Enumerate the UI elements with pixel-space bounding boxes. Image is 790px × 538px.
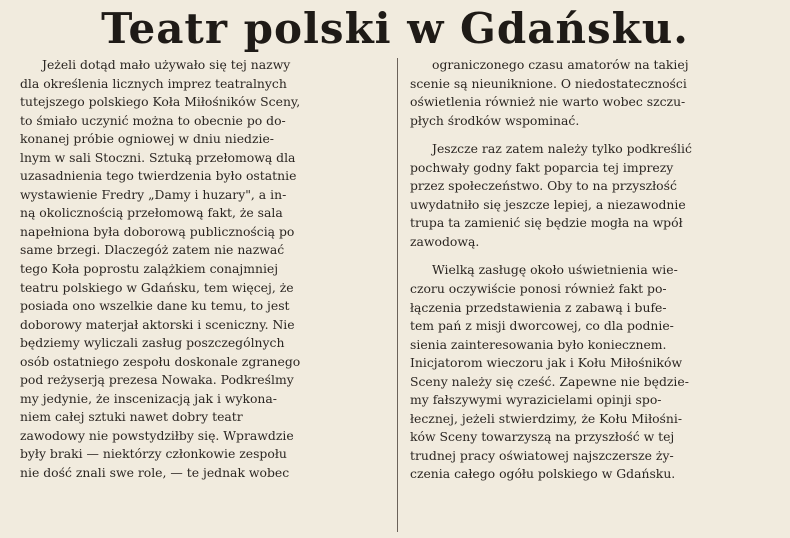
text-line: konanej próbie ogniowej w dniu niedzie- xyxy=(20,131,274,147)
right-column xyxy=(410,56,776,484)
text-line: ograniczonego czasu amatorów na takiej xyxy=(432,57,689,72)
paragraph-gap xyxy=(410,251,776,261)
text-line: łecznej, jeżeli stwierdzimy, że Kołu Miłośni- xyxy=(410,410,683,426)
text-line: Sceny należy się cześć. Zapewne nie będzie- xyxy=(410,373,689,389)
text-line: oświetlenia również nie warto wobec szczu- xyxy=(410,94,686,110)
text-line: ną okolicznością przełomową fakt, że sala xyxy=(20,205,283,221)
text-line: tem pań z misji dworcowej, co dla podnie- xyxy=(410,318,674,334)
text-line: uwydatniło się jeszcze lepiej, a niezawodnie xyxy=(410,196,686,212)
text-line: my jedynie, że inscenizacją jak i wykona- xyxy=(20,390,277,406)
text-line: osób ostatniego zespołu doskonale zgranego xyxy=(20,353,301,369)
paragraph-gap xyxy=(410,130,776,140)
text-line: Jeżeli dotąd mało używało się tej nazwy xyxy=(42,57,291,72)
paragraph xyxy=(410,261,776,484)
text-line: dla określenia licznych imprez teatralnych xyxy=(20,75,287,91)
article-headline: Teatr polski w Gdańsku. xyxy=(101,4,689,53)
text-line: były braki — niektórzy członkowie zespołu xyxy=(20,446,287,462)
text-line: zawodową. xyxy=(410,233,480,249)
text-line: łączenia przedstawienia z zabawą i bufe- xyxy=(410,299,667,315)
text-line: to śmiało uczynić można to obecnie po do- xyxy=(20,112,286,128)
paragraph xyxy=(410,56,776,130)
text-line: niem całej sztuki nawet dobry teatr xyxy=(20,409,243,425)
text-line: trudnej pracy oświatowej najszczersze ży- xyxy=(410,447,674,463)
text-line: teatru polskiego w Gdańsku, tem więcej, że xyxy=(20,279,294,295)
text-line: Jeszcze raz zatem należy tylko podkreślić xyxy=(432,141,692,157)
text-line: tutejszego polskiego Koła Miłośników Sceny, xyxy=(20,94,301,110)
text-line: czoru oczywiście ponosi również fakt po- xyxy=(410,281,667,297)
text-line: nie dość znali swe role, — te jednak wobec xyxy=(20,465,290,481)
text-line: same brzegi. Dlaczegóż zatem nie nazwać xyxy=(20,242,285,258)
text-line: Wielką zasługę około uświetnienia wie- xyxy=(432,262,678,278)
column-divider xyxy=(397,58,398,532)
text-line: pod reżyserją prezesa Nowaka. Podkreślmy xyxy=(20,372,294,388)
text-line: zawodowy nie powstydziłby się. Wprawdzie xyxy=(20,427,294,443)
text-line: tego Koła poprostu zalążkiem conajmniej xyxy=(20,261,279,277)
text-line: ków Sceny towarzyszą na przyszłość w tej xyxy=(410,429,675,445)
text-line: przez społeczeństwo. Oby to na przyszłość xyxy=(410,178,677,194)
text-line: uzasadnienia tego twierdzenia było ostatnie xyxy=(20,168,297,184)
text-line: napełniona była doborową publicznością po xyxy=(20,223,295,239)
text-line: lnym w sali Stoczni. Sztuką przełomową dla xyxy=(20,149,296,165)
text-line: trupa ta zamienić się będzie mogła na wpół xyxy=(410,215,683,231)
text-line: posiada ono wszelkie dane ku temu, to jest xyxy=(20,298,290,314)
text-line: płych środków wspominać. xyxy=(410,112,580,128)
text-line: Inicjatorom wieczoru jak i Kołu Miłośników xyxy=(410,355,683,371)
text-line: sienia zainteresowania było koniecznem. xyxy=(410,336,667,352)
text-line: doborowy materjał aktorski i sceniczny. Nie xyxy=(20,316,295,332)
text-line: czenia całego ogółu polskiego w Gdańsku. xyxy=(410,466,676,482)
text-line: pochwały godny fakt poparcia tej imprezy xyxy=(410,159,674,175)
text-line: scenie są nieuniknione. O niedostateczności xyxy=(410,75,687,91)
paragraph xyxy=(410,140,776,251)
text-line: będziemy wyliczali zasług poszczególnych xyxy=(20,335,285,351)
text-line: my fałszywymi wyrazicielami opinji spo- xyxy=(410,392,662,408)
left-column xyxy=(20,56,388,483)
text-line: wystawienie Fredry „Damy i huzary", a in- xyxy=(20,186,287,202)
